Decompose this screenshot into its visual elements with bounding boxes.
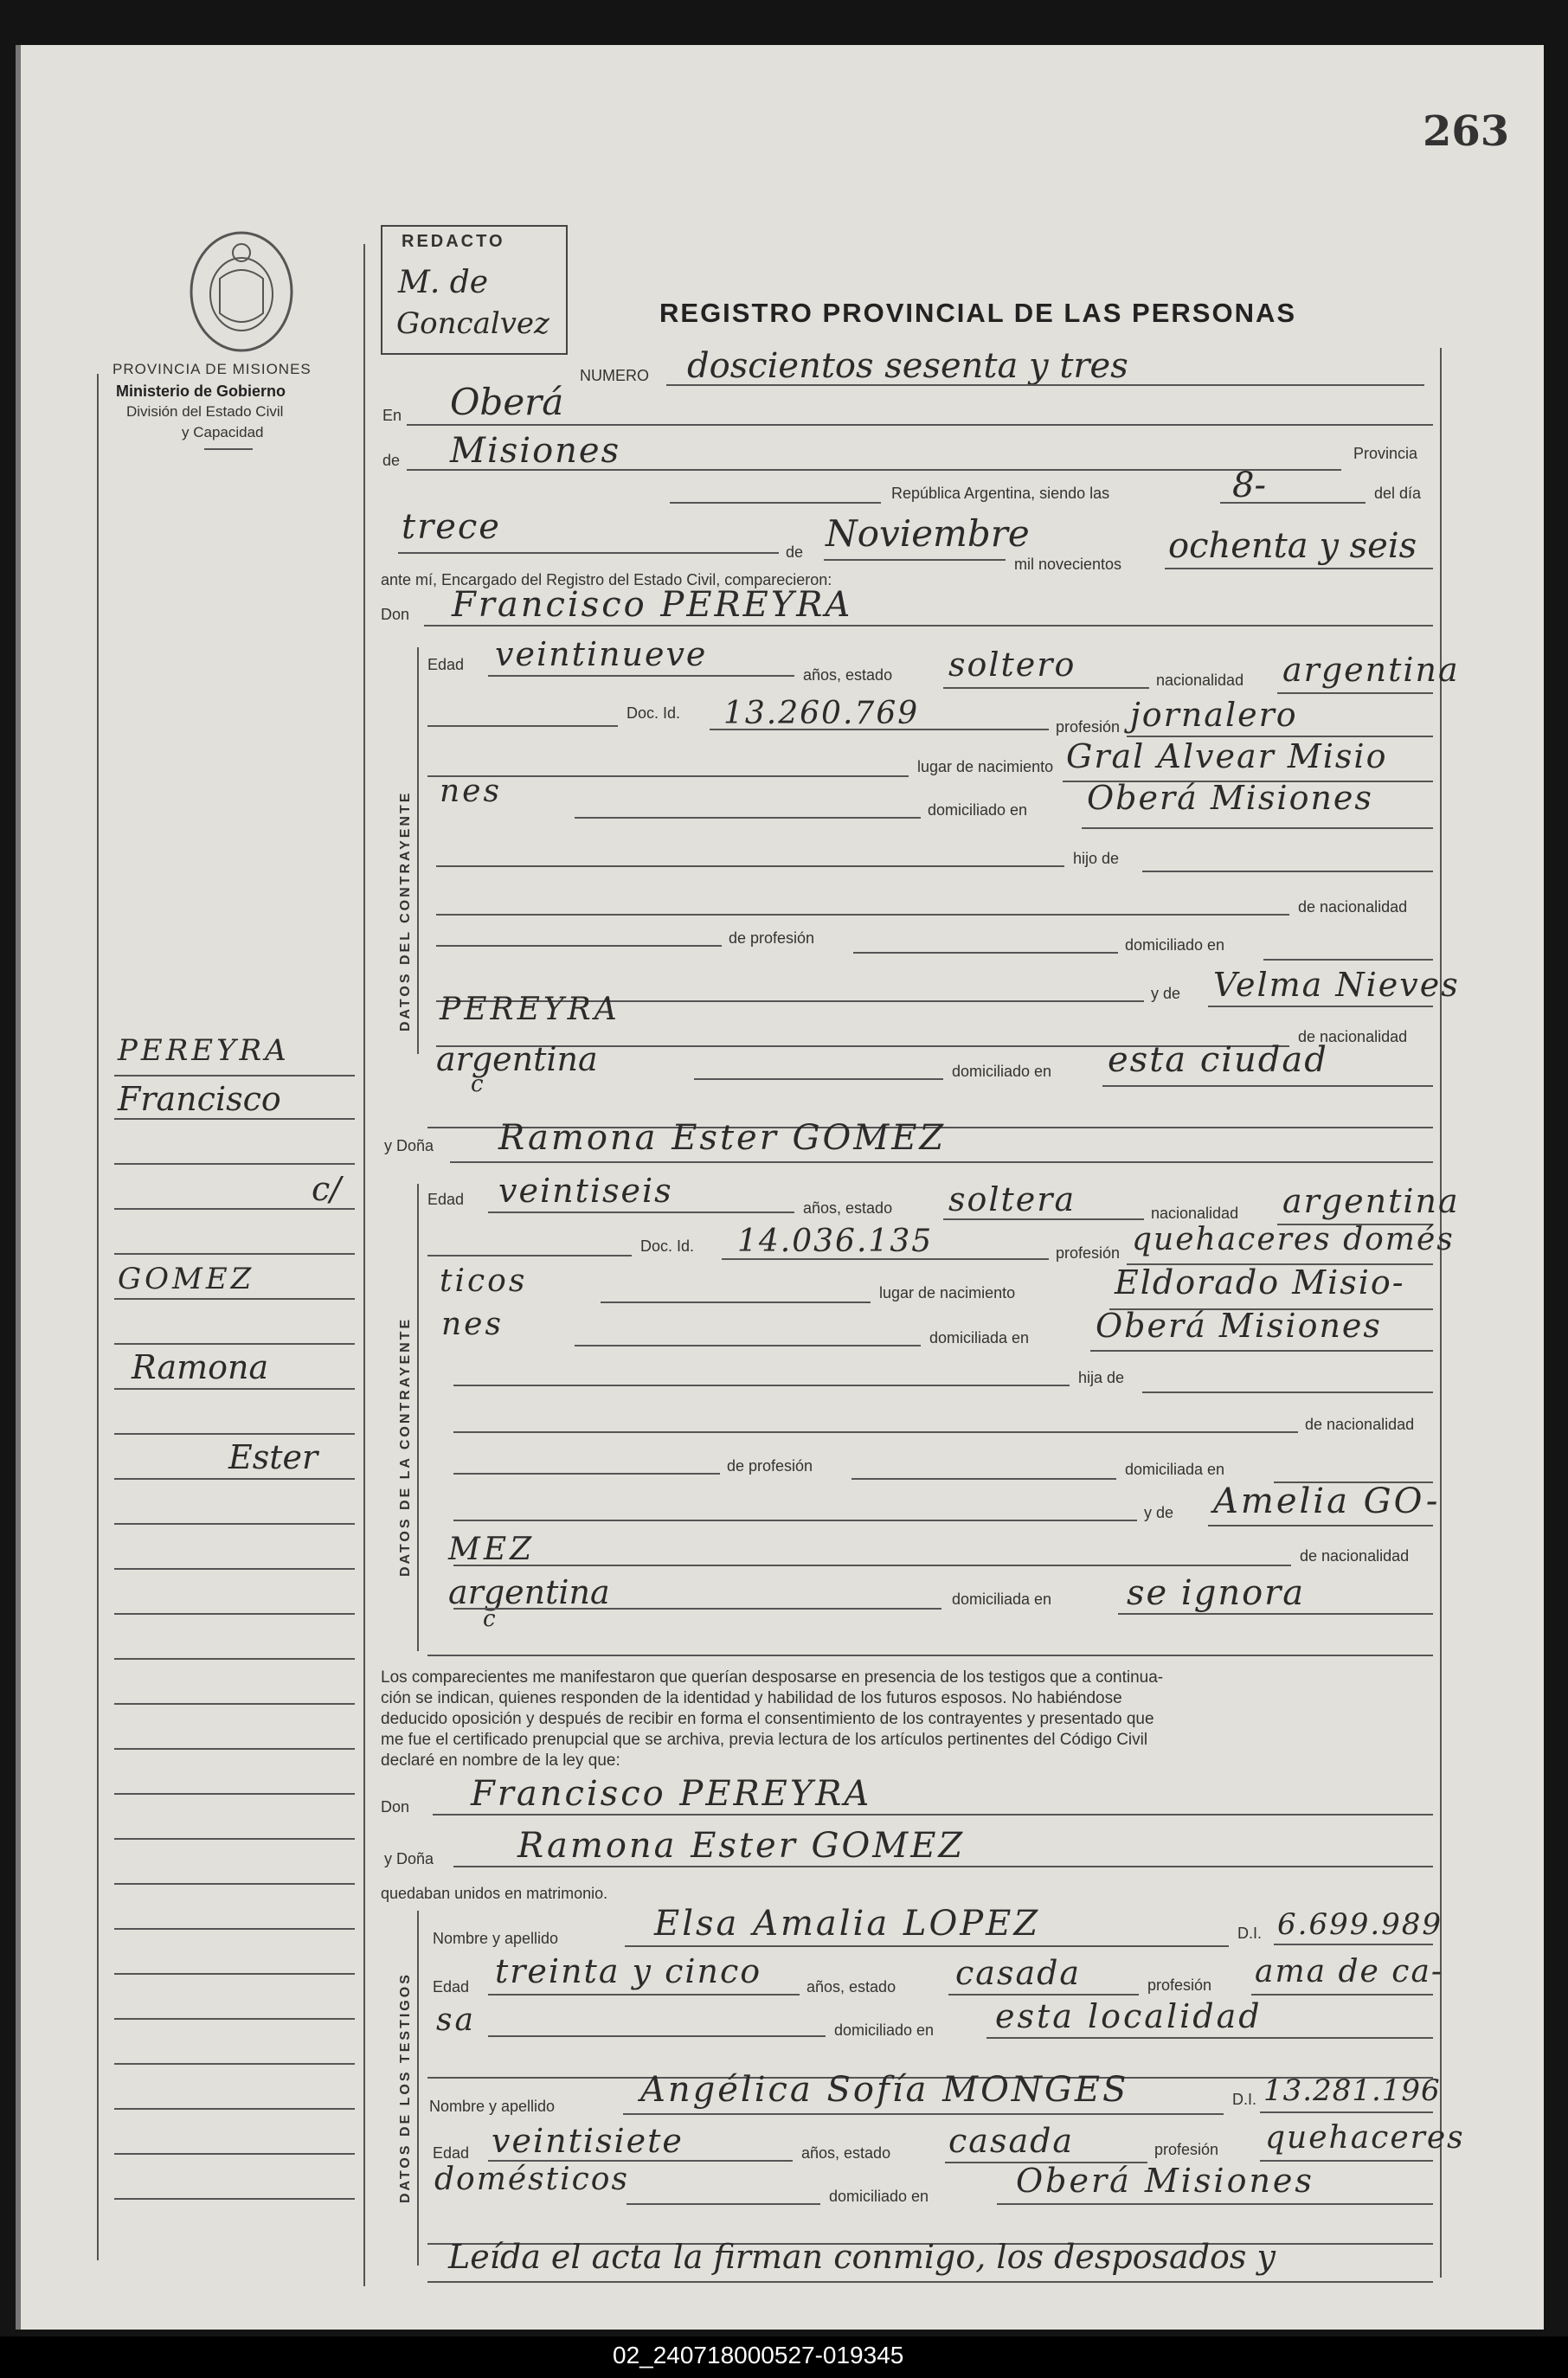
groom-domicilio: Oberá Misiones [1087,779,1373,817]
w2-di-label: D.I. [1232,2091,1257,2108]
w2-nombre-label: Nombre y apellido [429,2098,556,2115]
bride-profesion: quehaceres domés [1132,1222,1455,1257]
declaration-line-4: me fue el certificado prenupcial que se archiva, previa lectura de los artículos pertinentes del Código Civil [381,1731,1148,1749]
groom-y-de-label: y de [1151,985,1181,1002]
decl-don-value: Francisco PEREYRA [471,1774,872,1814]
anio-value: ochenta y seis [1168,526,1417,566]
margin-firstname-bride: Ramona [132,1348,269,1386]
bride-doc-label: Doc. Id. [640,1237,695,1255]
bride-nacionalidad: argentina [1282,1182,1460,1220]
bride-madre-dom: se ignora [1127,1573,1306,1613]
groom-side-label: DATOS DEL CONTRAYENTE [398,790,413,1032]
groom-domiciliado-en-label: domiciliado en [1125,936,1225,954]
decl-don-label: Don [381,1798,410,1816]
w2-prof-cont: domésticos [434,2162,629,2197]
w1-dom-label: domiciliado en [834,2021,935,2039]
footer-bar [0,2336,1568,2378]
unidos-text: quedaban unidos en matrimonio. [381,1885,608,1902]
w1-edad-label: Edad [433,1978,470,1996]
margin-surname-groom: PEREYRA [118,1033,290,1068]
w2-edad-label: Edad [433,2144,470,2162]
w2-nombre: Angélica Sofía MONGES [640,2070,1129,2110]
en-label: En [382,407,402,424]
declaration-line-1: Los comparecientes me manifestaron que querían desposarse en presencia de los testigos que a continua- [381,1668,1164,1687]
margin-surname-bride: GOMEZ [118,1262,255,1296]
groom-lugar: Gral Alvear Misio [1066,737,1388,775]
division-label: División del Estado Civil [126,403,284,420]
bride-hija-label: hija de [1078,1369,1125,1386]
groom-edad: veintinueve [495,635,708,673]
bride-y-de-label: y de [1144,1504,1174,1521]
groom-madre: Velma Nieves [1213,966,1460,1004]
de-value: Misiones [450,431,621,471]
en-value: Oberá [450,381,564,423]
witnesses-side-label: DATOS DE LOS TESTIGOS [398,1972,413,2203]
groom-profesion-label: profesión [1056,718,1121,736]
w1-nombre-label: Nombre y apellido [433,1930,559,1947]
w1-profesion-label: profesión [1147,1976,1212,1994]
bride-edad-label: Edad [427,1191,465,1208]
numero-value: doscientos sesenta y tres [687,346,1128,386]
groom-de-profesion-label: de profesión [729,929,815,947]
bride-nacionalidad-label: nacionalidad [1151,1205,1239,1222]
margin-middlename-bride: Ester [228,1438,318,1476]
groom-de-nacionalidad-label: de nacionalidad [1298,898,1408,916]
bride-domicilio: Oberá Misiones [1096,1307,1382,1345]
de-label: de [382,452,401,469]
page-number: 263 [1423,107,1510,156]
bride-name: Ramona Ester GOMEZ [498,1118,947,1158]
groom-doc-label: Doc. Id. [627,704,681,722]
ministry-label: Ministerio de Gobierno [116,382,286,400]
groom-anos-estado-label: años, estado [803,666,893,684]
groom-madre-nac-label: de nacionalidad [1298,1028,1408,1045]
w2-profesion: quehaceres [1265,2120,1465,2156]
groom-nacionalidad-label: nacionalidad [1156,672,1244,689]
groom-lugar-cont: nes [440,774,502,809]
bride-prof-cont: ticos [440,1263,528,1299]
w2-estado: casada [948,2122,1075,2160]
bride-de-nacionalidad-label: de nacionalidad [1305,1416,1415,1433]
w1-di-label: D.I. [1237,1925,1263,1942]
register-title: REGISTRO PROVINCIAL DE LAS PERSONAS [659,298,1297,328]
mes-value: Noviembre [826,512,1030,555]
groom-estado: soltero [948,646,1076,684]
margin-firstname-groom: Francisco [118,1080,281,1118]
w2-dom: Oberá Misiones [1016,2162,1314,2200]
bride-lugar: Eldorado Misio- [1115,1263,1405,1301]
bride-domiciliada-en-label: domiciliada en [1125,1461,1225,1478]
w2-estado-label: años, estado [801,2144,891,2162]
ante-mi-text: ante mí, Encargado del Registro del Estado Civil, comparecieron: [381,571,832,588]
w2-di: 13.281.196 [1263,2073,1441,2108]
province-label: PROVINCIA DE MISIONES [112,361,312,377]
declaration-line-3: deducido oposición y después de recibir en forma el consentimiento de los contrayentes y presentado que [381,1710,1154,1728]
stamp-name-line2: Goncalvez [396,306,549,341]
bride-domicilio-label: domiciliada en [929,1329,1030,1346]
coat-of-arms-seal [185,227,298,357]
bride-madre-dom-label: domiciliada en [952,1591,1052,1608]
margin-con: c/ [312,1170,342,1208]
register-page [16,45,1544,2330]
redacto-stamp [381,225,568,355]
provincia-label: Provincia [1353,445,1418,462]
mil-label: mil novecientos [1014,556,1122,573]
w1-estado-label: años, estado [806,1978,896,1996]
bride-profesion-label: profesión [1056,1244,1121,1262]
bride-lugar-cont: nes [441,1307,504,1342]
bride-madre-cont: MEZ [448,1532,536,1567]
groom-nacionalidad: argentina [1282,651,1460,689]
w1-dom: esta localidad [995,1997,1263,2035]
w1-prof-cont: sa [436,2002,476,2038]
groom-c-mark: c [471,1071,484,1097]
groom-name: Francisco PEREYRA [452,585,853,625]
numero-label: NUMERO [580,367,649,384]
stamp-title: REDACTO [402,232,505,251]
bride-madre-nac-label: de nacionalidad [1300,1547,1410,1565]
capacity-label: y Capacidad [182,424,264,440]
del-dia-label: del día [1374,485,1422,502]
groom-madre-dom-label: domiciliado en [952,1063,1052,1080]
w2-dom-label: domiciliado en [829,2188,929,2205]
declaration-line-5: declaré en nombre de la ley que: [381,1751,620,1770]
don-label: Don [381,606,410,623]
closing-line: Leída el acta la firman conmigo, los desposados y [448,2238,1276,2276]
groom-edad-label: Edad [427,656,465,673]
groom-lugar-label: lugar de nacimiento [917,758,1054,775]
groom-madre-nac: argentina [436,1040,598,1078]
w1-profesion: ama de ca- [1255,1954,1444,1989]
w1-edad: treinta y cinco [495,1952,762,1990]
w1-estado: casada [955,1954,1082,1992]
bride-de-profesion-label: de profesión [727,1457,813,1475]
groom-profesion: jornalero [1130,696,1298,734]
dona-label: y Doña [384,1137,434,1154]
w1-nombre: Elsa Amalia LOPEZ [654,1904,1041,1944]
groom-hijo-label: hijo de [1073,850,1120,867]
bride-edad: veintiseis [498,1172,673,1210]
w1-di: 6.699.989 [1277,1907,1443,1942]
groom-madre-cont: PEREYRA [440,992,620,1027]
bride-doc: 14.036.135 [737,1224,934,1259]
footer-id: 02_240718000527-019345 [613,2342,904,2368]
decl-dona-label: y Doña [384,1850,434,1867]
bride-estado: soltera [948,1180,1076,1218]
bride-madre-nac: argentina [448,1573,610,1611]
dia-value: trece [402,507,501,547]
bride-side-label: DATOS DE LA CONTRAYENTE [398,1316,413,1577]
siendo-value: 8- [1232,466,1266,505]
groom-doc: 13.260.769 [723,696,920,731]
groom-domicilio-label: domiciliado en [928,801,1028,819]
stamp-name-line1: M. de [398,265,489,300]
de2-label: de [786,543,804,561]
bride-madre: Amelia GO- [1213,1481,1441,1521]
decl-dona-value: Ramona Ester GOMEZ [517,1826,966,1866]
w2-edad: veintisiete [492,2122,684,2160]
declaration-line-2: ción se indican, quienes responden de la identidad y habilidad de los futuros esposos. No habiéndose [381,1689,1122,1707]
republica-label: República Argentina, siendo las [891,485,1110,502]
bride-lugar-label: lugar de nacimiento [879,1284,1016,1301]
bride-c-mark: c [483,1606,496,1632]
w2-profesion-label: profesión [1154,2141,1219,2158]
bride-anos-estado-label: años, estado [803,1199,893,1217]
groom-madre-dom: esta ciudad [1108,1040,1328,1080]
